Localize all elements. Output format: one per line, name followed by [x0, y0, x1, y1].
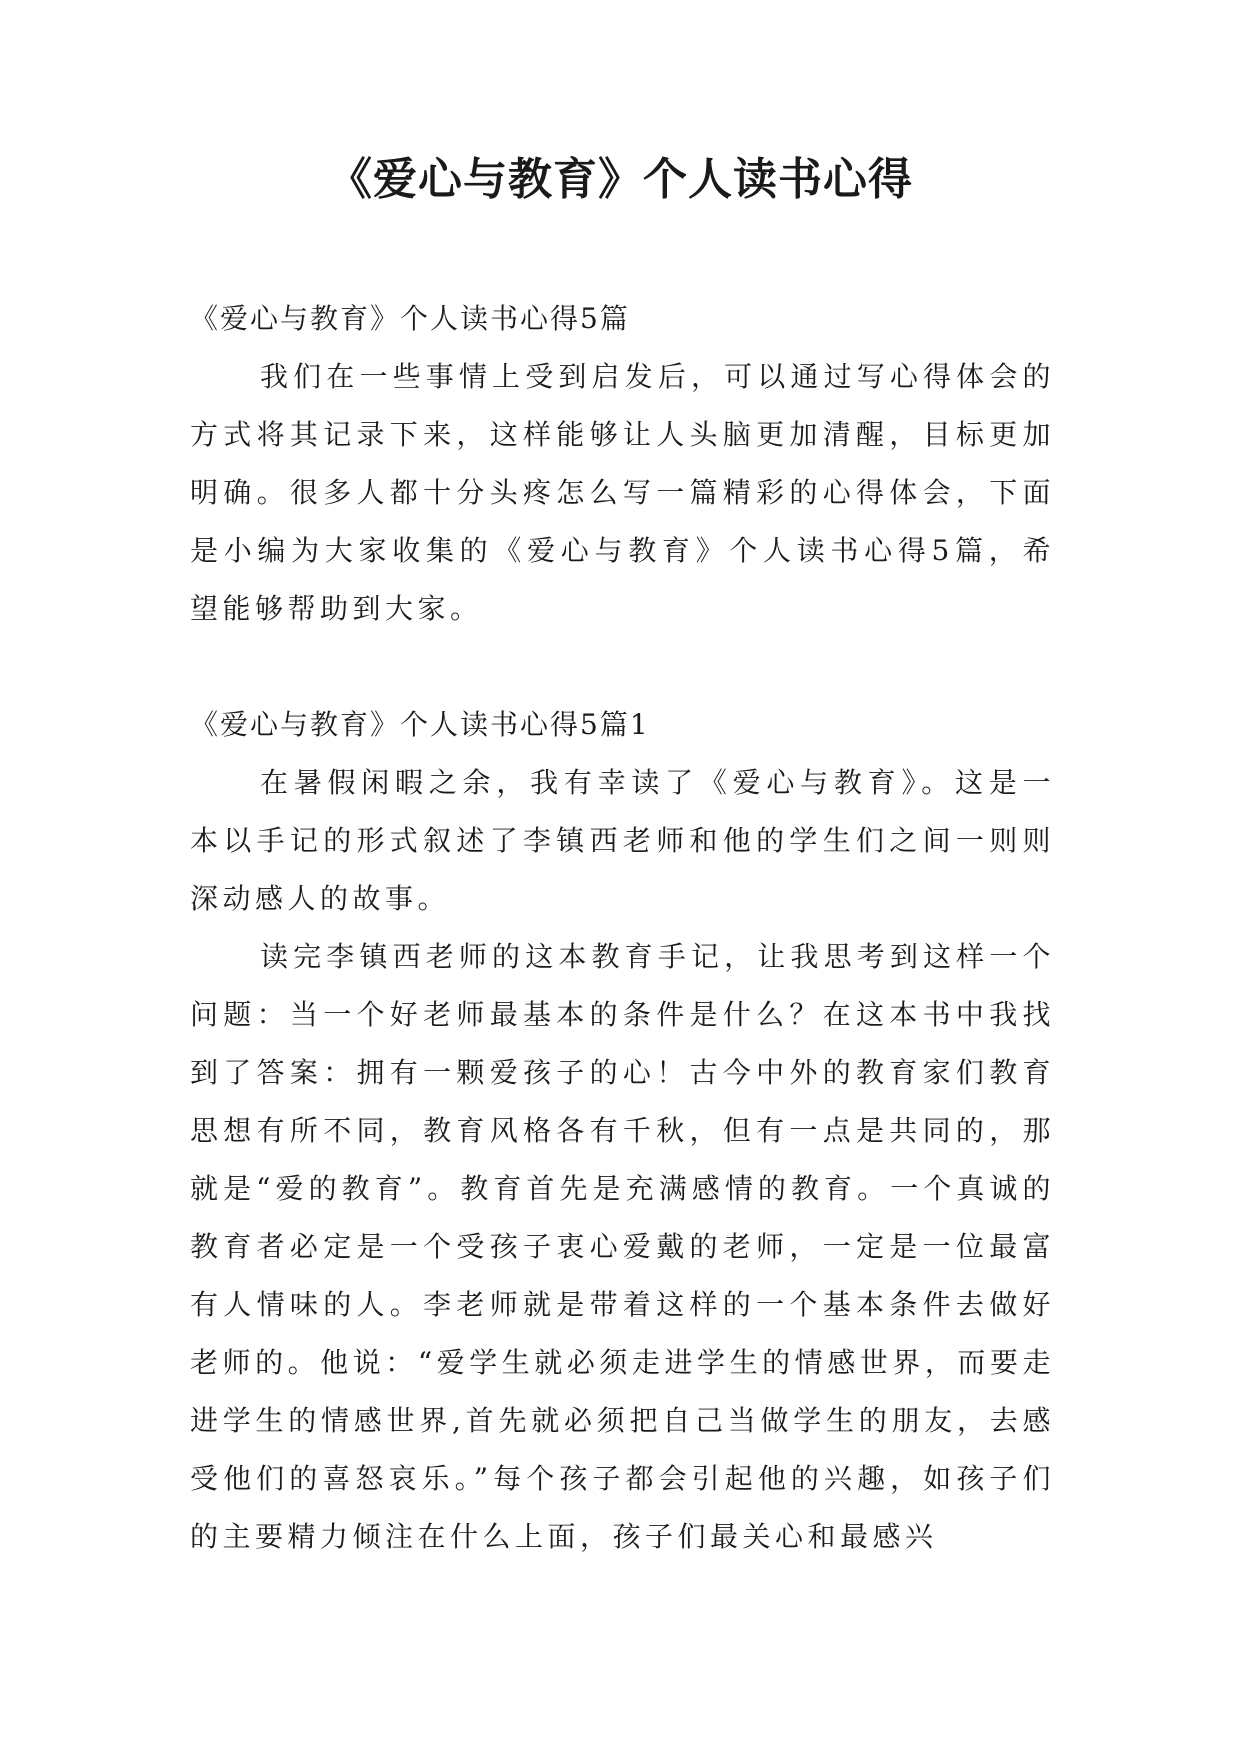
- document-body: [190, 290, 1055, 1566]
- section-paragraph-1: 在暑假闲暇之余，我有幸读了《爱心与教育》。这是一本以手记的形式叙述了李镇西老师和他的学生们之间一则则深动感人的故事。: [190, 766, 1055, 915]
- document-title: 《爱心与教育》个人读书心得: [328, 154, 913, 205]
- section-paragraph-2: 读完李镇西老师的这本教育手记，让我思考到这样一个问题：当一个好老师最基本的条件是什么？在这本书中我找到了答案：拥有一颗爱孩子的心！古今中外的教育家们教育思想有所不同，教育风格各有千秋，但有一点是共同的，那就是“爱的教育”。教育首先是充满感情的教育。一个真诚的教育者必定是一个受孩子衷心爱戴的老师，一定是一位最富有人情味的人。李老师就是带着这样的一个基本条件去做好老师的。他说：“爱学生就必须走进学生的情感世界，而要走进学生的情感世界,首先就必须把自己当做学生的朋友，去感受他们的喜怒哀乐。”每个孩子都会引起他的兴趣，如孩子们的主要精力倾注在什么上面，孩子们最关心和最感兴: [190, 940, 1055, 1553]
- intro-paragraph: 我们在一些事情上受到启发后，可以通过写心得体会的方式将其记录下来，这样能够让人头脑更加清醒，目标更加明确。很多人都十分头疼怎么写一篇精彩的心得体会，下面是小编为大家收集的《爱心与教育》个人读书心得5篇，希望能够帮助到大家。: [190, 360, 1055, 625]
- document-subtitle: 《爱心与教育》个人读书心得5篇: [190, 302, 630, 335]
- section-heading: 《爱心与教育》个人读书心得5篇1: [190, 708, 650, 741]
- section-spacer: [190, 638, 1055, 696]
